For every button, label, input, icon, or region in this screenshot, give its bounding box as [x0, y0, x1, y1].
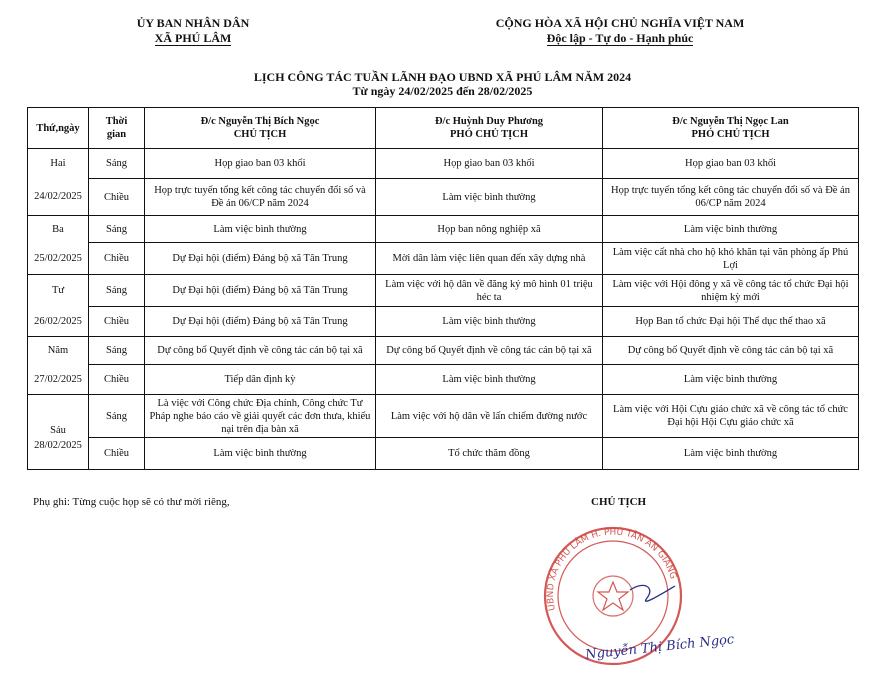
motto: Độc lập - Tự do - Hạnh phúc: [546, 31, 694, 45]
org-line-2: [118, 31, 268, 46]
time-slot: Sáng: [89, 275, 145, 307]
table-row: [28, 365, 859, 395]
table-row: [28, 149, 859, 179]
time-slot: Chiều: [89, 179, 145, 216]
time-slot: Chiều: [89, 307, 145, 337]
schedule-cell: Làm việc bình thường: [145, 438, 376, 470]
nation-header: [455, 16, 785, 46]
title-line-2: Từ ngày 24/02/2025 đến 28/02/2025: [352, 84, 533, 98]
table-header-row: [28, 108, 859, 149]
time-slot: Chiều: [89, 243, 145, 275]
table-row: [28, 307, 859, 337]
schedule-cell: Làm việc với Hội đông y xã về công tác tổ chức Đại hội nhiệm kỳ mới: [603, 275, 859, 307]
header-time-line-2: gian: [106, 129, 127, 140]
table-row: [28, 243, 859, 275]
table-row: [28, 395, 859, 438]
schedule-cell: Làm việc bình thường: [145, 216, 376, 243]
schedule-cell: Làm việc cất nhà cho hộ khó khăn tại văn phòng ấp Phú Lợi: [603, 243, 859, 275]
schedule-cell: Họp trực tuyến tổng kết công tác chuyển đổi số và Đề án 06/CP năm 2024: [603, 179, 859, 216]
header-leader-1: [145, 108, 376, 149]
document-title: [0, 70, 885, 98]
schedule-cell: Làm việc với Hội Cựu giáo chức xã về công tác tổ chức Đại hội Hội Cựu giáo chức xã: [603, 395, 859, 438]
table-row: [28, 275, 859, 307]
day-date: 25/02/2025: [28, 243, 89, 275]
nation-line-2: [455, 31, 785, 46]
table-row: [28, 337, 859, 365]
time-slot: Sáng: [89, 337, 145, 365]
schedule-cell: Dự công bố Quyết định về công tác cán bộ tại xã: [145, 337, 376, 365]
schedule-cell: Là việc với Công chức Địa chính, Công chức Tư Pháp nghe báo cáo về giải quyết các đơn thưa, khiếu nại trên địa bàn xã: [145, 395, 376, 438]
day-name: Ba: [28, 216, 89, 243]
schedule-cell: Làm việc với hộ dân về lấn chiếm đường nước: [376, 395, 603, 438]
header-time-line-1: Thời: [105, 116, 128, 127]
title-line-1: LỊCH CÔNG TÁC TUẦN LÃNH ĐẠO UBND XÃ PHÚ LÂM NĂM 2024: [253, 70, 632, 84]
schedule-cell: Làm việc bình thường: [603, 438, 859, 470]
table-row: [28, 216, 859, 243]
day-name: Sáu: [28, 395, 89, 438]
header-day: Thứ,ngày: [28, 108, 89, 149]
schedule-cell: Dự Đại hội (điểm) Đảng bộ xã Tân Trung: [145, 243, 376, 275]
schedule-cell: Làm việc bình thường: [376, 307, 603, 337]
leader-role: CHỦ TỊCH: [233, 129, 287, 140]
time-slot: Chiều: [89, 438, 145, 470]
schedule-cell: Họp giao ban 03 khối: [145, 149, 376, 179]
day-name: Tư: [28, 275, 89, 307]
schedule-cell: Làm việc bình thường: [603, 216, 859, 243]
day-name: Năm: [28, 337, 89, 365]
signer-title: CHỦ TỊCH: [591, 496, 647, 508]
time-slot: Sáng: [89, 149, 145, 179]
day-name: Hai: [28, 149, 89, 179]
schedule-cell: Họp giao ban 03 khối: [603, 149, 859, 179]
footnote: Phụ ghi: Từng cuộc họp sẽ có thư mời riêng,: [33, 496, 230, 508]
time-slot: Chiều: [89, 365, 145, 395]
nation-line-1: CỘNG HÒA XÃ HỘI CHỦ NGHĨA VIỆT NAM: [495, 16, 745, 30]
time-slot: Sáng: [89, 395, 145, 438]
header-leader-3: [603, 108, 859, 149]
schedule-cell: Tiếp dân định kỳ: [145, 365, 376, 395]
header-time: [89, 108, 145, 149]
organization-header: [118, 16, 268, 46]
schedule-cell: Dự công bố Quyết định về công tác cán bộ tại xã: [603, 337, 859, 365]
schedule-table: [27, 107, 859, 470]
org-line-1: ỦY BAN NHÂN DÂN: [136, 16, 250, 30]
stamp-text: UBND XÃ PHÚ LÂM H. PHÚ TÂN AN GIANG: [545, 527, 678, 612]
schedule-cell: Họp ban nông nghiệp xã: [376, 216, 603, 243]
schedule-cell: Dự Đại hội (điểm) Đảng bộ xã Tân Trung: [145, 307, 376, 337]
day-date: 27/02/2025: [28, 365, 89, 395]
leader-name: Đ/c Nguyễn Thị Bích Ngọc: [200, 116, 320, 127]
schedule-cell: Họp trực tuyến tổng kết công tác chuyển đổi số và Đề án 06/CP năm 2024: [145, 179, 376, 216]
leader-name: Đ/c Huỳnh Duy Phương: [434, 116, 544, 127]
day-date: 24/02/2025: [28, 179, 89, 216]
time-slot: Sáng: [89, 216, 145, 243]
schedule-cell: Làm việc bình thường: [376, 365, 603, 395]
schedule-cell: Tổ chức thăm đồng: [376, 438, 603, 470]
schedule-cell: Làm việc bình thường: [603, 365, 859, 395]
schedule-cell: Họp giao ban 03 khối: [376, 149, 603, 179]
schedule-cell: Họp Ban tổ chức Đại hội Thể dục thể thao xã: [603, 307, 859, 337]
day-date: 28/02/2025: [28, 438, 89, 470]
signature: Nguyễn Thị Bích Ngọc: [584, 632, 735, 663]
org-name: XÃ PHÚ LÂM: [154, 31, 232, 45]
leader-role: PHÓ CHỦ TỊCH: [450, 129, 528, 140]
schedule-cell: Mời dân làm việc liên quan đến xây dựng nhà: [376, 243, 603, 275]
table-row: [28, 438, 859, 470]
schedule-cell: Làm việc bình thường: [376, 179, 603, 216]
schedule-cell: Dự công bố Quyết định về công tác cán bộ tại xã: [376, 337, 603, 365]
leader-name: Đ/c Nguyễn Thị Ngọc Lan: [672, 116, 789, 127]
table-row: [28, 179, 859, 216]
schedule-cell: Làm việc với hộ dân về đăng ký mô hình 01 triệu héc ta: [376, 275, 603, 307]
leader-role: PHÓ CHỦ TỊCH: [691, 129, 770, 140]
day-date: 26/02/2025: [28, 307, 89, 337]
header-leader-2: [376, 108, 603, 149]
schedule-cell: Dự Đại hội (điểm) Đảng bộ xã Tân Trung: [145, 275, 376, 307]
